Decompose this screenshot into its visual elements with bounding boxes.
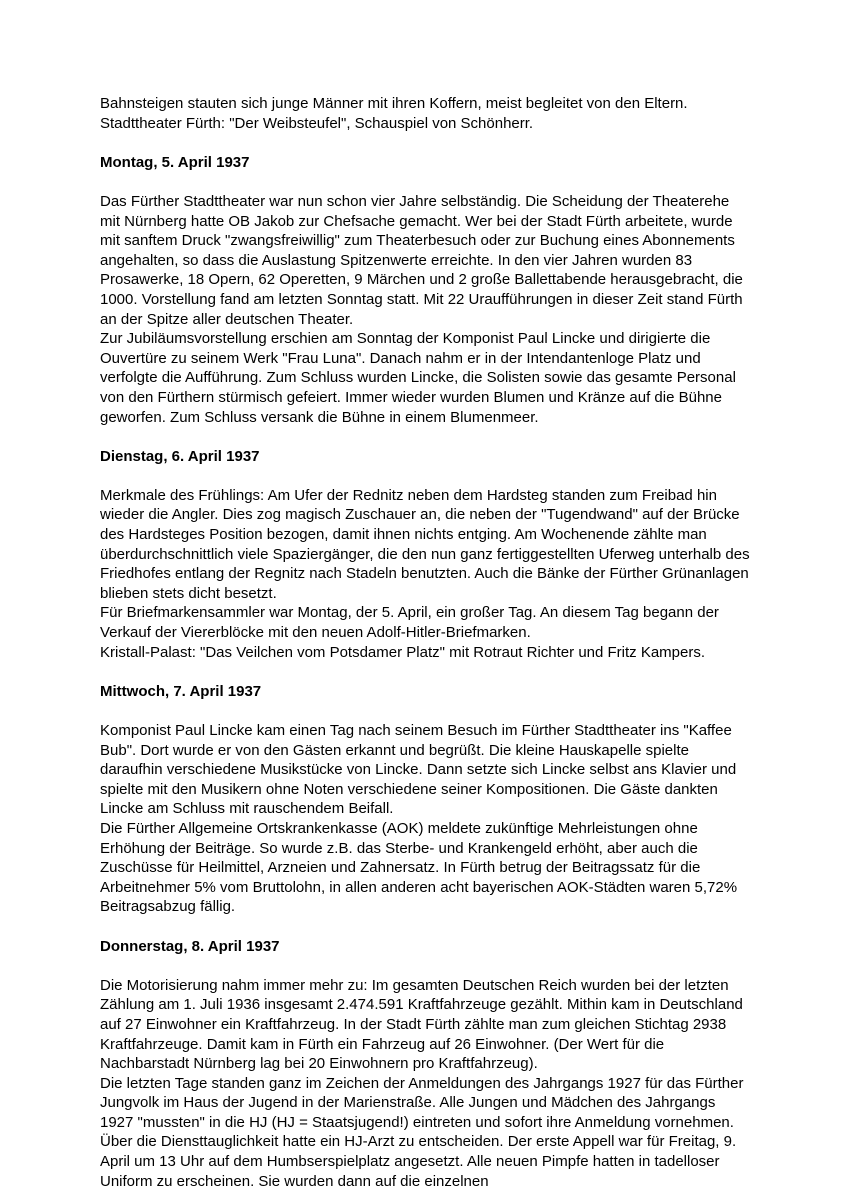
- paragraph: Kristall-Palast: "Das Veilchen vom Potsdamer Platz" mit Rotraut Richter und Fritz Kampers.: [100, 643, 706, 661]
- section-heading-wednesday: Mittwoch, 7. April 1937: [100, 682, 262, 700]
- paragraph: Zur Jubiläumsvorstellung erschien am Sonntag der Komponist Paul Lincke und dirigierte die Ouvertüre zu seinem Werk "Frau Luna". Danach nahm er in der Intendantenloge Platz und verfolgte die Aufführung. Zum Schluss wurden Lincke, die Solisten sowie das gesamte Personal von den Fürthern stürmisch gefeiert. Immer wieder wurden Blumen und Kränze auf die Bühne geworfen. Zum Schluss versank die Bühne in einem Blumenmeer.: [100, 330, 736, 426]
- intro-line: Bahnsteigen stauten sich junge Männer mit ihren Koffern, meist begleitet von den Eltern.: [100, 95, 688, 112]
- paragraph: Die Fürther Allgemeine Ortskrankenkasse (AOK) meldete zukünftige Mehrleistungen ohne Erhöhung der Beiträge. So wurde z.B. das Sterbe- und Krankengeld erhöht, aber auch die Zuschüsse für Heilmittel, Arzneien und Zahnersatz. In Fürth betrug der Beitragssatz für die Arbeitnehmer 5% vom Bruttolohn, in allen anderen acht bayerischen AOK-Städten waren 5,72% Beitragsabzug fällig.: [100, 819, 738, 916]
- section-heading-tuesday: Dienstag, 6. April 1937: [100, 447, 260, 465]
- paragraph: Komponist Paul Lincke kam einen Tag nach seinem Besuch im Fürther Stadttheater ins "Kaffee Bub". Dort wurde er von den Gästen erkannt und begrüßt. Die kleine Hauskapelle spielte daraufhin verschiedene Musikstücke von Lincke. Dann setzte sich Lincke selbst ans Klavier und spielte mit den Musikern ohne Noten verschiedene seiner Kompositionen. Die Gäste dankten Lincke am Schluss mit rauschendem Beifall.: [100, 722, 737, 818]
- section-heading-thursday: Donnerstag, 8. April 1937: [100, 937, 280, 955]
- paragraph: Die Motorisierung nahm immer mehr zu: Im gesamten Deutschen Reich wurden bei der letzten Zählung am 1. Juli 1936 insgesamt 2.474.591 Kraftfahrzeuge gezählt. Mithin kam in Deutschland auf 27 Einwohner ein Kraftfahrzeug. In der Stadt Fürth zählte man zum gleichen Stichtag 2938 Kraftfahrzeuge. Damit kam in Fürth ein Fahrzeug auf 26 Einwohner. (Der Wert für die Nachbarstadt Nürnberg lag bei 20 Einwohnern pro Kraftfahrzeug).: [100, 976, 743, 1073]
- intro-line: Stadttheater Fürth: "Der Weibsteufel", Schauspiel von Schönherr.: [100, 114, 534, 132]
- paragraph: Das Fürther Stadttheater war nun schon vier Jahre selbständig. Die Scheidung der Theaterehe mit Nürnberg hatte OB Jakob zur Chefsache gemacht. Wer bei der Stadt Fürth arbeitete, wurde mit sanftem Druck "zwangsfreiwillig" zum Theaterbesuch oder zur Buchung eines Abonnements angehalten, so dass die Auslastung Spitzenwerte erreichte. In den vier Jahren wurden 83 Prosawerke, 18 Opern, 62 Operetten, 9 Märchen und 2 große Ballettabende herausgebracht, die 1000. Vorstellung fand am letzten Sonntag statt. Mit 22 Uraufführungen in dieser Zeit stand Fürth an der Spitze aller deutschen Theater.: [100, 192, 743, 328]
- paragraph: Die letzten Tage standen ganz im Zeichen der Anmeldungen des Jahrgangs 1927 für das Fürther Jungvolk im Haus der Jugend in der Marienstraße. Alle Jungen und Mädchen des Jahrgangs 1927 "mussten" in die HJ (HJ = Staatsjugend!) eintreten und sofort ihre Anmeldung vornehmen. Über die Diensttauglichkeit hatte ein HJ-Arzt zu entscheiden. Der erste Appell war für Freitag, 9. April um 13 Uhr auf dem Humbserspielplatz angesetzt. Alle neuen Pimpfe hatten in tadelloser Uniform zu erscheinen. Sie wurden dann auf die einzelnen: [100, 1074, 744, 1190]
- section-heading-monday: Montag, 5. April 1937: [100, 153, 250, 171]
- paragraph: Für Briefmarkensammler war Montag, der 5. April, ein großer Tag. An diesem Tag begann der Verkauf der Viererblöcke mit den neuen Adolf-Hitler-Briefmarken.: [100, 604, 719, 642]
- paragraph: Merkmale des Frühlings: Am Ufer der Rednitz neben dem Hardsteg standen zum Freibad hin wieder die Angler. Dies zog magisch Zuschauer an, die neben der "Tugendwand" auf der Brücke des Hardsteges Position bezogen, damit ihnen nichts entging. Am Wochenende zählte man überdurchschnittlich viele Spaziergänger, die den nun ganz fertiggestellten Uferweg unterhalb des Friedhofes entlang der Regnitz nach Stadeln benutzten. Auch die Bänke der Fürther Grünanlagen blieben stets dicht besetzt.: [100, 486, 750, 602]
